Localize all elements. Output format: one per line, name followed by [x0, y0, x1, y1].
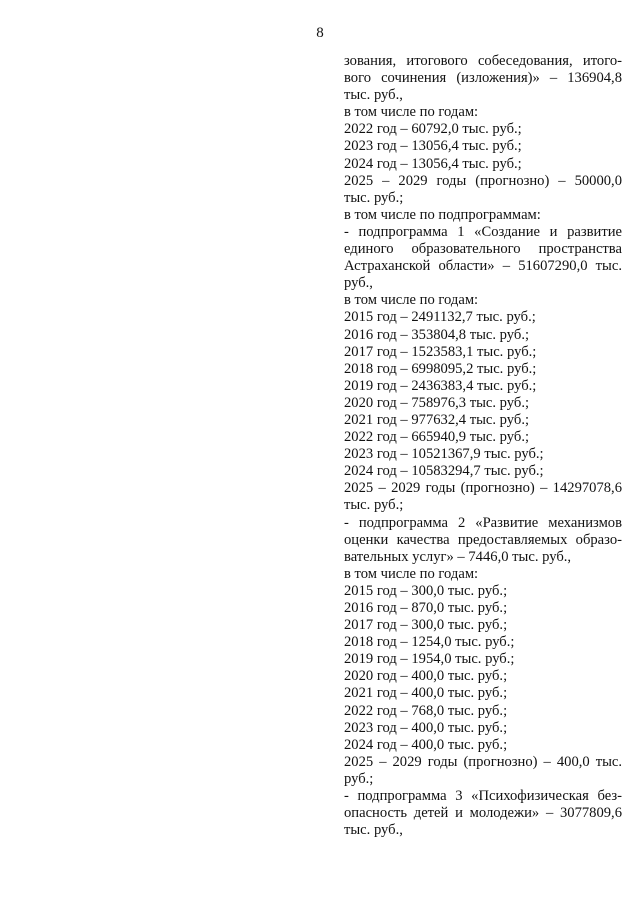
text-line: 2022 год – 768,0 тыс. руб.;	[344, 702, 508, 719]
text-line: опасность детей и молодежи» – 3077809,6	[344, 805, 622, 822]
text-line: 2017 год – 1523583,1 тыс. руб.;	[344, 343, 537, 360]
text-line: 2022 год – 60792,0 тыс. руб.;	[344, 121, 522, 138]
text-line: вательных услуг» – 7446,0 тыс. руб.,	[344, 548, 572, 565]
text-line: 2025 – 2029 годы (прогнозно) – 50000,0	[344, 172, 622, 189]
text-line: тыс. руб.,	[344, 87, 403, 104]
text-line: - подпрограмма 2 «Развитие механизмов	[344, 514, 622, 531]
text-line: оценки качества предоставляемых образо-	[344, 531, 622, 548]
text-line: 2015 год – 2491132,7 тыс. руб.;	[344, 309, 536, 326]
text-line: 2018 год – 6998095,2 тыс. руб.;	[344, 360, 537, 377]
text-line: Астраханской области» – 51607290,0 тыс.	[344, 258, 622, 275]
text-line: зования, итогового собеседования, итого-	[344, 53, 622, 69]
text-line: 2018 год – 1254,0 тыс. руб.;	[344, 634, 515, 651]
text-line: в том числе по подпрограммам:	[344, 206, 541, 223]
text-line: 2020 год – 758976,3 тыс. руб.;	[344, 394, 530, 411]
text-line: 2023 год – 10521367,9 тыс. руб.;	[344, 446, 544, 463]
text-line: 2015 год – 300,0 тыс. руб.;	[344, 582, 508, 599]
text-line: в том числе по годам:	[344, 104, 479, 121]
text-line: в том числе по годам:	[344, 565, 479, 582]
text-line: 2017 год – 300,0 тыс. руб.;	[344, 617, 508, 634]
text-line: руб.;	[344, 770, 374, 787]
text-line: 2016 год – 870,0 тыс. руб.;	[344, 600, 508, 616]
text-line: вого сочинения (изложения)» – 136904,8	[344, 70, 622, 87]
text-line: 2019 год – 2436383,4 тыс. руб.;	[344, 377, 537, 394]
text-line: 2022 год – 665940,9 тыс. руб.;	[344, 429, 530, 446]
text-line: единого образовательного пространства	[344, 241, 622, 258]
text-line: тыс. руб.;	[344, 189, 404, 206]
text-line: 2020 год – 400,0 тыс. руб.;	[344, 668, 508, 685]
text-line: 2016 год – 353804,8 тыс. руб.;	[344, 326, 530, 343]
text-line: 2024 год – 13056,4 тыс. руб.;	[344, 155, 522, 172]
body-text-column	[344, 53, 622, 839]
page-number: 8	[316, 25, 324, 41]
text-line: 2023 год – 13056,4 тыс. руб.;	[344, 138, 522, 155]
text-line: - подпрограмма 3 «Психофизическая без-	[344, 788, 622, 805]
text-line: тыс. руб.;	[344, 497, 404, 514]
text-line: 2023 год – 400,0 тыс. руб.;	[344, 719, 508, 736]
text-line: руб.,	[344, 275, 373, 292]
text-line: - подпрограмма 1 «Создание и развитие	[344, 223, 622, 240]
text-line: 2021 год – 400,0 тыс. руб.;	[344, 685, 508, 702]
text-line: тыс. руб.,	[344, 822, 403, 839]
text-line: 2021 год – 977632,4 тыс. руб.;	[344, 411, 530, 428]
text-line: 2024 год – 400,0 тыс. руб.;	[344, 736, 508, 753]
text-line: 2025 – 2029 годы (прогнозно) – 400,0 тыс.	[344, 753, 622, 770]
text-line: в том числе по годам:	[344, 292, 479, 309]
text-line: 2024 год – 10583294,7 тыс. руб.;	[344, 463, 544, 480]
text-line: 2025 – 2029 годы (прогнозно) – 14297078,6	[344, 480, 622, 497]
text-line: 2019 год – 1954,0 тыс. руб.;	[344, 651, 515, 668]
